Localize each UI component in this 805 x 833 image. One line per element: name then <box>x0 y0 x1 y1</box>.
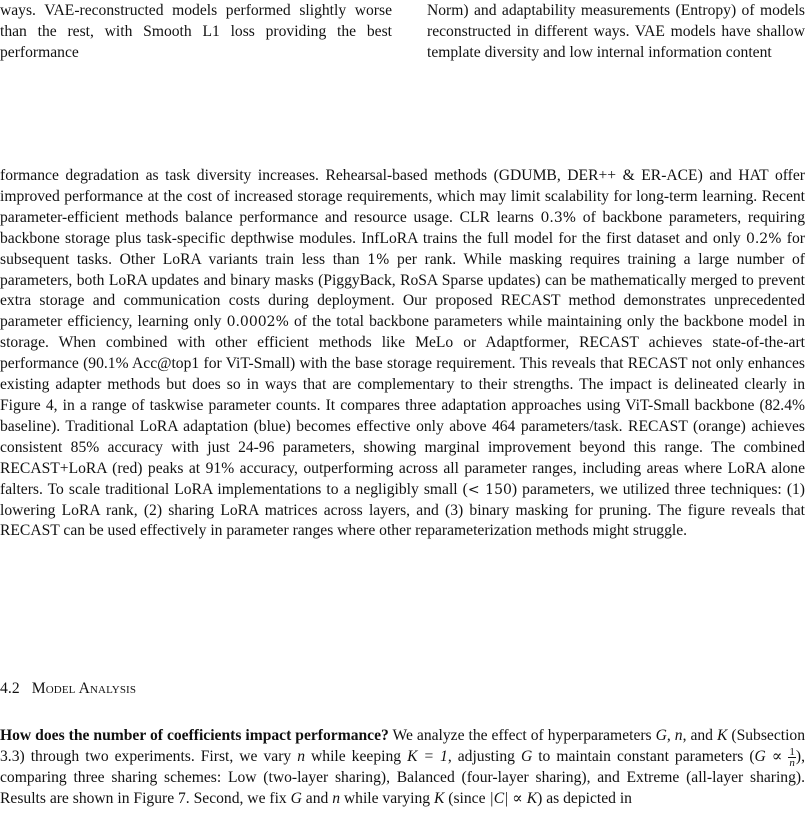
math-value: 0.2% <box>745 230 782 247</box>
analysis-paragraph: How does the number of coefficients impact performance? We analyze the effect of hyperparameters G, n, and K (Subsection 3.3) through two experiments. First, we vary n while keeping K = 1, adjusting G to maintain constant parameters (G ∝ $\frac{1}{n}$ ), comparing three sharing schemes: Low (two-layer sharing), Balanced (four-layer sharing), and Extreme (all-layer sharing). Results are shown in Figure 7. Second, we fix G and n while varying K (since |C| ∝ K) as depicted in <box>0 727 805 807</box>
math-value: 0.0002% <box>226 314 289 331</box>
section-heading <box>0 680 136 698</box>
section-number: 4.2 <box>0 680 20 697</box>
fraction: $\frac{1}{n}$ <box>789 745 795 769</box>
figure-caption-left: ways. VAE-reconstructed models performed slightly worse than the rest, with Smooth L1 loss providing the best performance <box>0 2 392 61</box>
math-value: 0.3% <box>540 209 577 226</box>
section-title: Model Analysis <box>31 680 137 697</box>
body-paragraph: formance degradation as task diversity increases. Rehearsal-based methods (GDUMB, DER++ & ER-ACE) and HAT offer improved performance at the cost of increased storage requirements, which may limit scalability for long-term learning. Recent parameter-efficient methods balance performance and resource usage. CLR learns 0.3% of backbone parameters, requiring backbone storage plus task-specific depthwise modules. InfLoRA trains the full model for the first dataset and only 0.2% for subsequent tasks. Other LoRA variants train less than 1% per rank. While masking requires training a large number of parameters, both LoRA updates and binary masks (PiggyBack, RoSA Sparse updates) can be mathematically merged to prevent extra storage and communication costs during deployment. Our proposed RECAST method demonstrates unprecedented parameter efficiency, learning only 0.0002% of the total backbone parameters while maintaining only the backbone model in storage. When combined with other efficient methods like MeLo or Adaptformer, RECAST achieves state-of-the-art performance (90.1% Acc@top1 for ViT-Small) with the base storage requirement. This reveals that RECAST not only enhances existing adapter methods but does so in ways that are complementary to their strengths. The impact is delineated clearly in Figure 4, in a range of taskwise parameter counts. It compares three adaptation approaches using ViT-Small backbone (82.4% baseline). Traditional LoRA adaptation (blue) becomes effective only above 464 parameters/task. RECAST (orange) achieves consistent 85% accuracy with just 24-96 parameters, showing marginal improvement beyond this range. The combined RECAST+LoRA (red) peaks at 91% accuracy, outperforming across all parameter ranges, including areas where LoRA alone falters. To scale traditional LoRA implementations to a negligibly small (< 150) parameters, we utilized three techniques: (1) lowering LoRA rank, (2) sharing LoRA matrices across layers, and (3) binary masking for pruning. The figure reveals that RECAST can be used effectively in parameter ranges where other reparameterization methods might struggle. <box>0 167 805 540</box>
math-value: < 150 <box>467 481 512 498</box>
math-value: 1% <box>367 251 390 268</box>
paragraph-lead-question: How does the number of coefficients impact performance? <box>0 727 389 744</box>
figure-caption-right: Norm) and adaptability measurements (Entropy) of models reconstructed in different ways. VAE models have shallow template diversity and low internal information content <box>427 2 805 61</box>
